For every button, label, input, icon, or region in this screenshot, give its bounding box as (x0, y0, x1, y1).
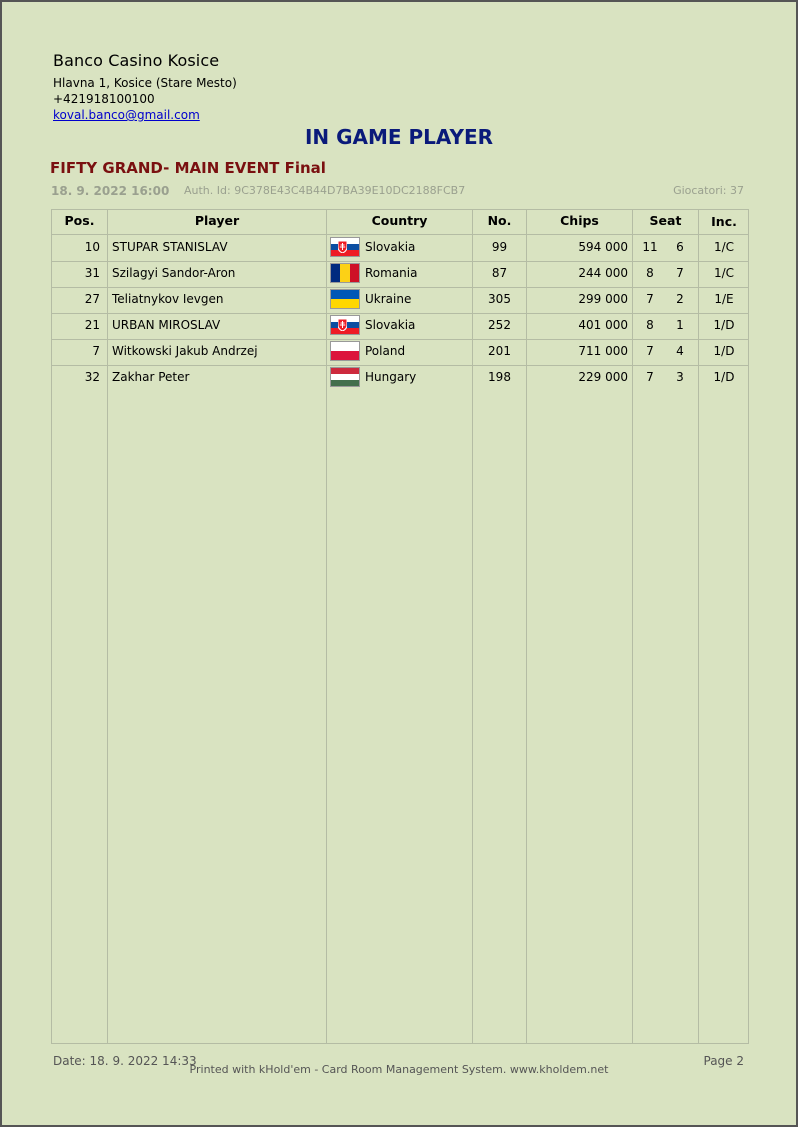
cell-no: 201 (488, 344, 511, 358)
footer-printed-with: Printed with kHold'em - Card Room Management System. www.kholdem.net (189, 1063, 609, 1076)
page-number: Page 2 (703, 1054, 744, 1068)
footer-date: Date: 18. 9. 2022 14:33 (53, 1054, 197, 1068)
cell-no: 87 (491, 266, 508, 280)
ukraine-flag (330, 289, 360, 309)
header-seat: Seat (649, 213, 682, 228)
cell-chips: 401 000 (578, 318, 628, 332)
cell-seat: 6 (676, 240, 684, 254)
cell-player: Szilagyi Sandor-Aron (112, 266, 236, 280)
table-row (52, 365, 748, 391)
cell-chips: 594 000 (578, 240, 628, 254)
cell-player: Teliatnykov Ievgen (112, 292, 224, 306)
header-chips: Chips (560, 213, 599, 228)
cell-country: Romania (365, 266, 418, 280)
cell-seat: 4 (676, 344, 684, 358)
cell-pos: 32 (84, 370, 100, 384)
cell-player: STUPAR STANISLAV (112, 240, 228, 254)
cell-no: 99 (491, 240, 508, 254)
cell-inc: 1/E (714, 292, 734, 306)
romania-flag (330, 263, 360, 283)
cell-table-number: 11 (642, 240, 658, 254)
poland-flag (330, 341, 360, 361)
cell-country: Slovakia (365, 240, 416, 254)
header-pos: Pos. (64, 213, 95, 228)
slovakia-flag (330, 315, 360, 335)
cell-table-number: 7 (646, 344, 654, 358)
cell-no: 305 (488, 292, 511, 306)
header-country: Country (371, 213, 428, 228)
document-title: IN GAME PLAYER (304, 125, 494, 149)
header-inc: Inc. (711, 214, 737, 229)
cell-seat: 1 (676, 318, 684, 332)
cell-inc: 1/C (713, 240, 735, 254)
cell-chips: 244 000 (578, 266, 628, 280)
cell-player: Witkowski Jakub Andrzej (112, 344, 258, 358)
slovakia-flag (330, 237, 360, 257)
cell-country: Ukraine (365, 292, 412, 306)
cell-country: Hungary (365, 370, 417, 384)
venue-phone: +421918100100 (53, 92, 155, 106)
cell-pos: 27 (84, 292, 100, 306)
event-auth-id: Auth. Id: 9C378E43C4B44D7BA39E10DC2188FCB7 (184, 184, 466, 197)
cell-pos: 10 (84, 240, 100, 254)
cell-chips: 711 000 (578, 344, 628, 358)
cell-pos: 7 (92, 344, 100, 358)
venue-email-link[interactable]: koval.banco@gmail.com (53, 108, 200, 122)
venue-info (53, 51, 237, 123)
table-row (52, 313, 748, 340)
table-row (52, 339, 748, 366)
cell-inc: 1/D (713, 344, 735, 358)
cell-table-number: 7 (646, 370, 654, 384)
cell-table-number: 7 (646, 292, 654, 306)
cell-pos: 21 (84, 318, 100, 332)
event-title: FIFTY GRAND- MAIN EVENT Final (50, 159, 326, 177)
cell-chips: 299 000 (578, 292, 628, 306)
cell-chips: 229 000 (578, 370, 628, 384)
venue-address: Hlavna 1, Kosice (Stare Mesto) (53, 76, 237, 90)
cell-inc: 1/D (713, 318, 735, 332)
event-date: 18. 9. 2022 16:00 (51, 184, 170, 198)
cell-table-number: 8 (646, 266, 654, 280)
cell-seat: 3 (676, 370, 684, 384)
cell-inc: 1/C (713, 266, 735, 280)
cell-player: Zakhar Peter (112, 370, 190, 384)
table-row (52, 287, 748, 314)
venue-name: Banco Casino Kosice (53, 51, 220, 70)
player-count: Giocatori: 37 (673, 184, 744, 197)
header-no: No. (487, 213, 512, 228)
players-table (51, 209, 749, 1044)
table-header (52, 210, 748, 235)
cell-country: Slovakia (365, 318, 416, 332)
cell-pos: 31 (84, 266, 100, 280)
header-player: Player (194, 213, 240, 228)
hungary-flag (330, 367, 360, 387)
table-row (52, 235, 748, 262)
cell-seat: 7 (676, 266, 684, 280)
cell-table-number: 8 (646, 318, 654, 332)
cell-country: Poland (365, 344, 406, 358)
cell-no: 198 (488, 370, 511, 384)
cell-no: 252 (488, 318, 511, 332)
cell-player: URBAN MIROSLAV (112, 318, 221, 332)
cell-seat: 2 (676, 292, 684, 306)
cell-inc: 1/D (713, 370, 735, 384)
table-row (52, 261, 748, 288)
